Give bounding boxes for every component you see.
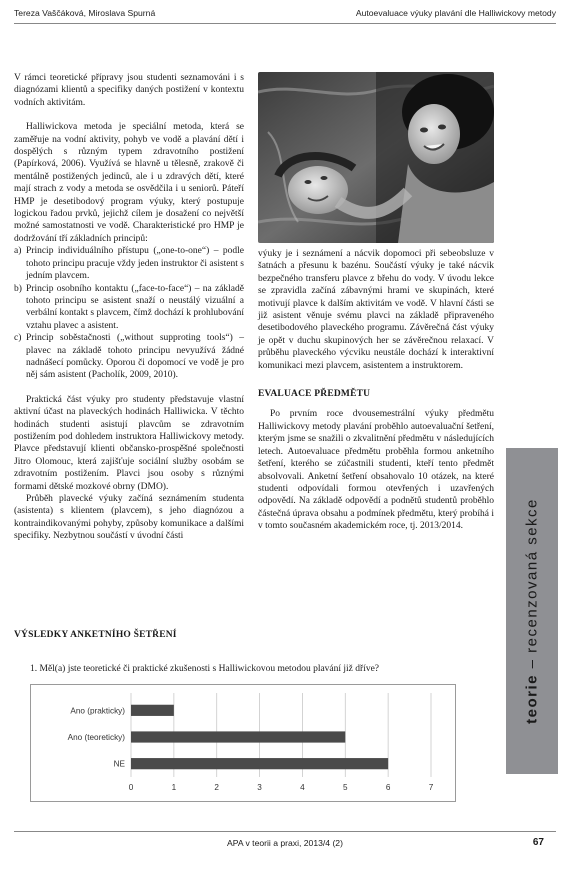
section-heading-survey: VÝSLEDKY ANKETNÍHO ŠETŘENÍ (14, 630, 177, 640)
category-label: NE (113, 759, 125, 769)
side-tab-label (524, 498, 541, 724)
x-tick-label: 3 (257, 783, 262, 792)
swimming-photo (258, 72, 494, 243)
left-column (14, 72, 244, 543)
section-side-tab (506, 448, 558, 774)
list-marker: c) (14, 333, 22, 344)
list-item-text: Princip individuálního přístupu („one-to-one“) – podle tohoto principu pracuje vždy jeden instruktor či asistent s jedním plavcem. (26, 246, 244, 282)
footer-journal: APA v teorii a praxi, 2013/4 (2) (227, 838, 343, 848)
side-tab-separator: – (523, 652, 541, 675)
header-title: Autoevaluace výuky plavání dle Halliwickovy metody (355, 8, 556, 18)
swimming-photo-illustration (258, 72, 494, 243)
page-number: 67 (532, 837, 544, 848)
right-column (258, 248, 494, 533)
paragraph: Po prvním roce dvousemestrální výuky předmětu Halliwickovy metody plavání proběhlo autoevaluační šetření, kterým jsme se snažili o zkvalitnění předmětu v následujících letech. Autoevaluace předmětu proběhla formou anketního šetření, kterého se zúčastnili studenti, kteří tento předmět absolvovali. Anketní šetření obsahovalo 10 otázek, na které studenti odpovídali formou otevřených i uzavřených odpovědí. Na základě odpovědí a podnětů studentů proběhlo částečná úprava obsahu a podmínek předmětu, který probíhá i v tomto současném akademickém roce, tj. 2013/2014. (258, 409, 494, 532)
x-tick-label: 6 (385, 783, 391, 792)
x-tick-label: 7 (428, 783, 434, 792)
section-heading-evaluace: EVALUACE PŘEDMĚTU (258, 389, 371, 400)
x-tick-label: 5 (343, 783, 348, 792)
paragraph: výuky je i seznámení a nácvik dopomoci při sebeobsluze v šatnách a přesunu k bazénu. Součástí výuky je také nácvik bezpečného transferu plavce z břehu do vody. V úvodu lekce se zpravidla začíná zábavnými hrami ve skupinách, které motivují plavce k dalším aktivitám ve vodě. V hlavní části se již asistent věnuje svému plavci na základě připraveného desetibodového plaveckého programu. Závěrečná část výuky je opět v duchu skupinových her se závěrečnou relaxací. V průběhu plaveckého výcviku neustále dochází k interaktivní komunikaci mezi plavcem, asistentem a instruktorem. (258, 249, 494, 371)
footer (0, 838, 570, 852)
paragraph: V rámci teoretické přípravy jsou studenti seznamováni i s diagnózami klientů a specifiky daných postižení v kontextu vodních aktivitám. (14, 73, 244, 108)
list-item (14, 332, 244, 382)
x-tick-label: 0 (128, 783, 134, 792)
x-tick-label: 2 (214, 783, 219, 792)
bar (131, 731, 345, 742)
side-tab-word-reviewed: recenzovaná sekce (523, 498, 541, 653)
bar (131, 705, 174, 716)
list-item (14, 245, 244, 282)
header-authors: Tereza Vaščáková, Miroslava Spurná (14, 8, 156, 18)
list-item-text: Princip osobního kontaktu („face-to-face“) – na základě tohoto principu se asistent snaží o neustálý vizuální a verbální kontakt s plavcem, čímž dochází k prohlubování vztahu plavec a asistent. (26, 283, 244, 331)
x-tick-label: 1 (171, 783, 177, 792)
list-marker: a) (14, 246, 22, 257)
paragraph: Halliwickova metoda je speciální metoda, která se zaměřuje na vodní aktivity, pohyb ve vodě a plavání dětí i dospělých s různým typem zdravotního postižení (Papírková, 2006). Využívá se hlavně u tělesně, zrakově či mentálně postižených jedinců, ale i u zdravých dětí, které mají strach z vody a metoda se osvědčila i u seniorů. Páteří HMP je desetibodový program výuky, který postupuje logickou řadou prvků, jejichž cílem je dosažení co největší možné samostatnosti ve vodě. Charakteristické pro HMP je dodržování tří základních principů: (14, 122, 244, 244)
survey-bar-chart (30, 684, 456, 802)
paragraph: Průběh plavecké výuky začíná seznámením studenta (asistenta) s klientem (plavcem), s jeho diagnózou a kontraindikovanými pohyby, způsoby komunikace a dalšími specifiky. Nezbytnou součástí v úvodní části (14, 494, 244, 542)
bar (131, 758, 388, 769)
list-marker: b) (14, 283, 22, 294)
side-tab-word-theory: teorie (523, 674, 541, 724)
running-head (14, 8, 556, 22)
footer-rule (14, 831, 556, 832)
list-item (14, 283, 244, 333)
list-item-text: Princip soběstačnosti („without supproting tools“) – plavec na základě tohoto principu nevyužívá žádné nadnášecí pomůcky. Oporou či dopomocí ve vodě je pro něj sám asistent (Pacholík, 2009, 2010). (26, 333, 244, 381)
paragraph: Praktická část výuky pro studenty představuje vlastní aktivní účast na plaveckých hodinách Halliwicka. V těchto hodinách studenti asistují plavcům se zdravotním postižením pod dohledem instruktora Halliwickovy metody. Plavce představují klienti občansko-prospěšné společnosti Jitro Olomouc, která zajišťuje sociální služby osobám se zdravotním postižením. Plavci jsou osoby s různými formami dětské mozkové obrny (DMO). (14, 394, 244, 492)
survey-question: 1. Měl(a) jste teoretické či praktické zkušenosti s Halliwickovou metodou plavání již dříve? (30, 664, 380, 674)
principles-list (14, 245, 244, 381)
header-rule (14, 23, 556, 24)
category-label: Ano (teoreticky) (67, 733, 125, 742)
bar-chart-svg (31, 685, 455, 801)
x-tick-label: 4 (300, 783, 305, 792)
category-label: Ano (prakticky) (70, 706, 125, 716)
